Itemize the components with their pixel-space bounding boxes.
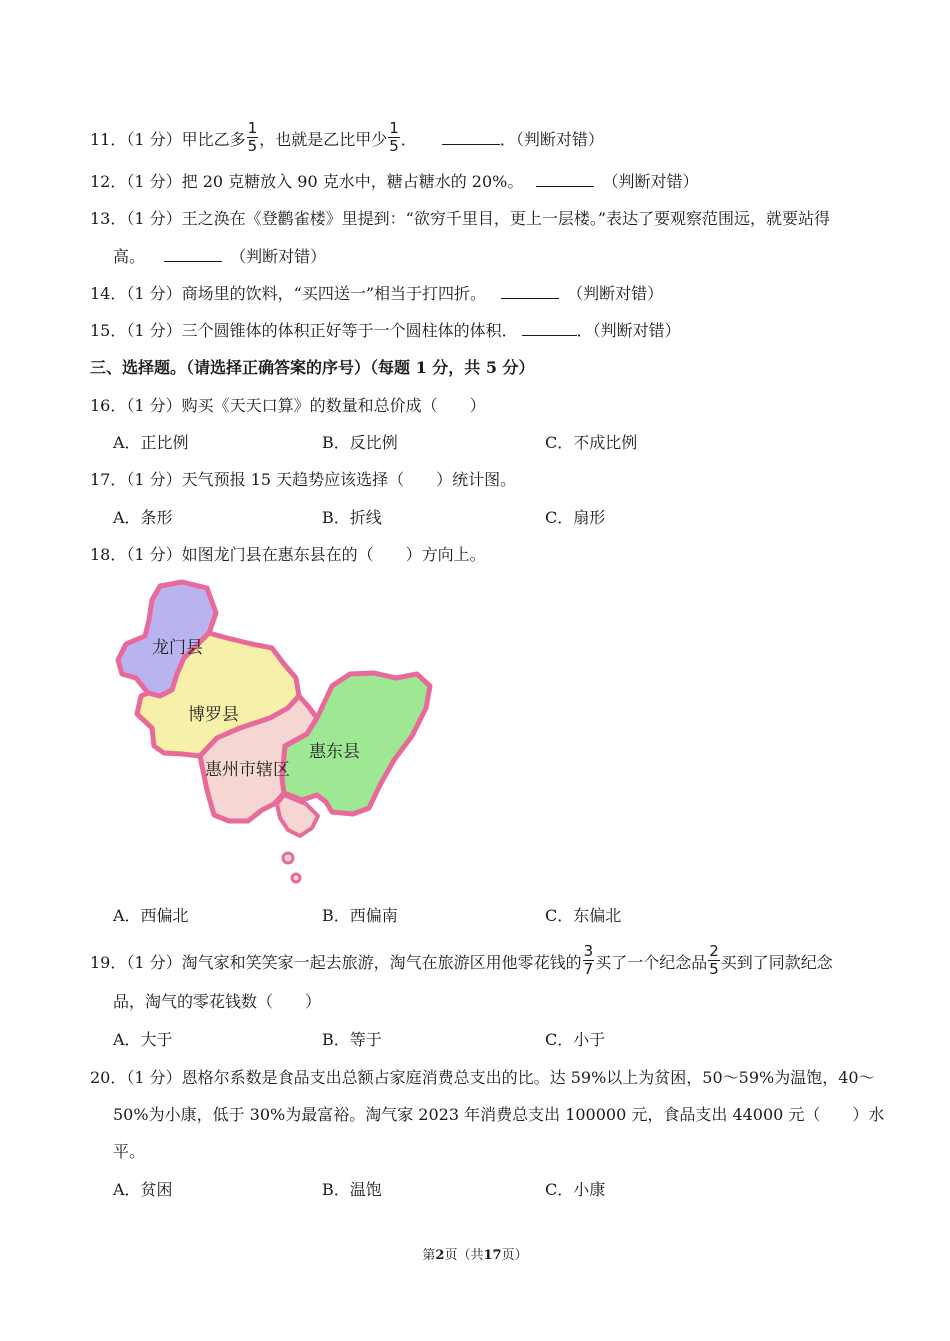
option-b[interactable]: B．折线	[322, 508, 382, 527]
answer-blank[interactable]	[442, 130, 500, 145]
map-label-longmen: 龙门县	[152, 638, 203, 658]
question-14	[90, 284, 663, 304]
answer-blank[interactable]	[164, 247, 222, 262]
question-15	[90, 321, 681, 341]
option-b[interactable]: B．温饱	[322, 1180, 382, 1199]
option-c[interactable]: C．不成比例	[545, 433, 638, 452]
fraction	[388, 121, 400, 154]
judge-hint: （判断对错）	[602, 172, 699, 191]
question-20: 20．（1 分）恩格尔系数是食品支出总额占家庭消费总支出的比。达 59%以上为贫困，50～59%为温饱，40～	[90, 1068, 875, 1087]
option-a[interactable]: A．西偏北	[113, 906, 189, 925]
question-16: 16．（1 分）购买《天天口算》的数量和总价成（ ）	[90, 396, 486, 415]
fraction-numerator: 2	[709, 942, 719, 960]
map-island-small	[283, 853, 293, 863]
page-number: 2	[435, 1248, 445, 1263]
fraction-numerator: 1	[389, 119, 399, 137]
option-a[interactable]: A．贫困	[113, 1180, 173, 1199]
question-13	[90, 209, 830, 229]
option-b[interactable]: B．等于	[322, 1030, 382, 1049]
fraction-numerator: 3	[583, 942, 594, 960]
question-text: 高。	[113, 247, 146, 266]
judge-hint: ．（判断对错）	[499, 130, 604, 149]
question-text: ．	[400, 130, 417, 149]
judge-hint: （判断对错）	[230, 247, 327, 266]
answer-blank[interactable]	[522, 321, 577, 336]
question-text: 甲比乙多	[181, 130, 246, 149]
page-total: 17	[483, 1248, 502, 1263]
question-number: 15．（1 分）	[90, 321, 182, 340]
fraction-denominator: 7	[583, 960, 594, 978]
question-number: 19．（1 分）	[90, 953, 182, 972]
map-island-small	[292, 874, 300, 882]
question-text: 商场里的饮料，“买四送一”相当于打四折。	[181, 284, 487, 303]
answer-blank[interactable]	[501, 284, 559, 299]
question-text: 淘气家和笑笑家一起去旅游，淘气在旅游区用他零花钱的	[181, 953, 582, 972]
question-text: 买到了同款纪念	[720, 953, 833, 972]
question-text: 买了一个纪念品	[595, 953, 708, 972]
question-18: 18．（1 分）如图龙门县在惠东县在的（ ）方向上。	[90, 545, 486, 564]
huizhou-map	[112, 578, 442, 893]
option-b[interactable]: B．西偏南	[322, 906, 398, 925]
page-footer	[0, 1244, 950, 1263]
option-c[interactable]: C．扇形	[545, 508, 606, 527]
fraction	[583, 944, 595, 977]
question-text: ，也就是乙比甲少	[259, 130, 388, 149]
footer-text: 页（共	[444, 1248, 484, 1263]
option-c[interactable]: C．小康	[545, 1180, 606, 1199]
footer-text: 页）	[501, 1248, 528, 1263]
fraction-denominator: 5	[709, 960, 719, 978]
question-11	[90, 119, 604, 157]
question-number: 11．（1 分）	[90, 130, 182, 149]
question-text: 王之涣在《登鹳雀楼》里提到：“欲穷千里目，更上一层楼。”表达了要观察范围远，就要站得	[181, 209, 831, 228]
fraction-denominator: 5	[389, 137, 399, 155]
question-text: 三个圆锥体的体积正好等于一个圆柱体的体积．	[181, 321, 518, 340]
answer-blank[interactable]	[536, 172, 594, 187]
option-b[interactable]: B．反比例	[322, 433, 398, 452]
question-text: 把 20 克糖放入 90 克水中，糖占糖水的 20%。	[181, 172, 524, 191]
question-17: 17．（1 分）天气预报 15 天趋势应该选择（ ）统计图。	[90, 470, 517, 489]
question-number: 14．（1 分）	[90, 284, 182, 303]
question-19	[90, 942, 833, 980]
option-c[interactable]: C．东偏北	[545, 906, 622, 925]
section-heading: 三、选择题。（请选择正确答案的序号）（每题 1 分，共 5 分）	[90, 358, 535, 377]
question-20-cont: 平。	[113, 1142, 146, 1161]
fraction	[708, 944, 720, 977]
fraction-denominator: 5	[247, 137, 258, 155]
fraction-numerator: 1	[247, 119, 258, 137]
question-19-cont: 品，淘气的零花钱数（ ）	[113, 992, 322, 1011]
question-13-cont	[113, 247, 326, 267]
judge-hint: ．（判断对错）	[576, 321, 681, 340]
question-number: 13．（1 分）	[90, 209, 182, 228]
map-label-huidong: 惠东县	[309, 742, 360, 762]
option-a[interactable]: A．条形	[113, 508, 173, 527]
map-label-huizhou: 惠州市辖区	[205, 760, 290, 780]
map-island	[277, 795, 318, 836]
judge-hint: （判断对错）	[567, 284, 664, 303]
option-a[interactable]: A．大于	[113, 1030, 173, 1049]
map-label-boluo: 博罗县	[188, 705, 239, 725]
option-a[interactable]: A．正比例	[113, 433, 189, 452]
footer-text: 第	[422, 1248, 436, 1263]
question-number: 12．（1 分）	[90, 172, 182, 191]
question-12	[90, 172, 698, 192]
fraction	[247, 121, 259, 154]
option-c[interactable]: C．小于	[545, 1030, 606, 1049]
question-20-cont: 50%为小康，低于 30%为最富裕。淘气家 2023 年消费总支出 100000 元，食品支出 44000 元（ ）水	[113, 1105, 885, 1124]
